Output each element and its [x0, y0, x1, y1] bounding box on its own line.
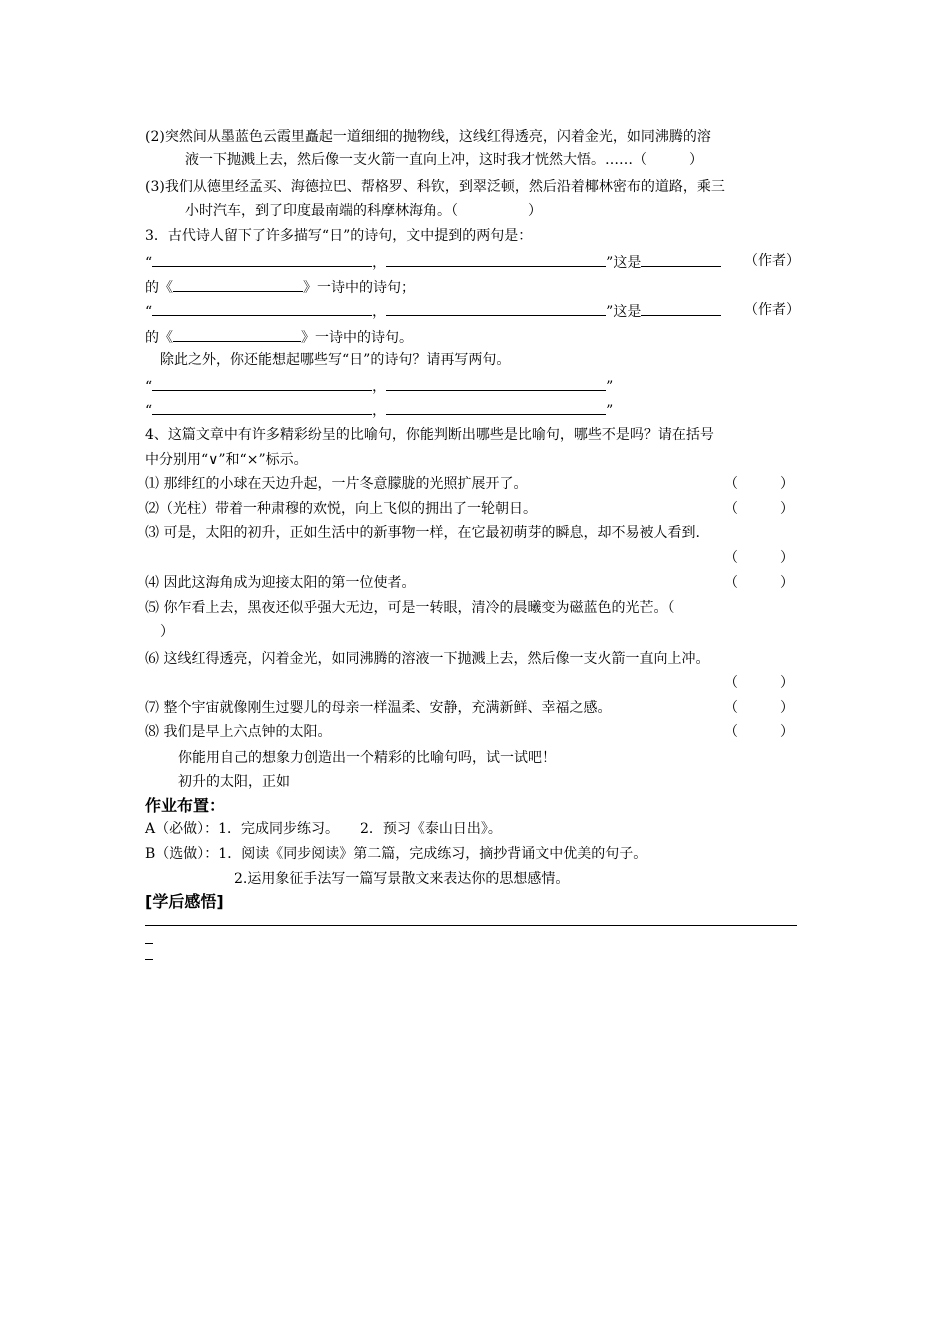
q4-sentence-5-line2[interactable]: ）: [160, 624, 174, 640]
author-blank-2[interactable]: [641, 300, 721, 316]
q2-item2-line1: (2)突然间从墨蓝色云霞里矗起一道细细的抛物线，这线红得透亮，闪着金光，如同沸腾的溶: [145, 129, 711, 145]
q4-answer-2[interactable]: （ ）: [724, 501, 794, 517]
q4-sentence-1: ⑴ 那绯红的小球在天边升起，一片冬意朦胧的光照扩展开了。: [145, 476, 528, 492]
q2-item2-line2: 液一下抛溅上去，然后像一支火箭一直向上冲，这时我才恍然大悟。……（ ）: [185, 152, 703, 168]
q4-sentence-2: ⑵（光柱）带着一种肃穆的欢悦，向上飞似的拥出了一轮朝日。: [145, 501, 537, 517]
homework-b-line1: B（选做）：1．阅读《同步阅读》第二篇，完成练习，摘抄背诵文中优美的句子。: [145, 846, 648, 862]
q2-item3-line1: (3)我们从德里经孟买、海德拉巴、帮格罗、科钦，到翠泛顿，然后沿着椰林密布的道路，乘三: [145, 179, 725, 195]
q4-sentence-8: ⑻ 我们是早上六点钟的太阳。: [145, 724, 332, 740]
poem-blank-1b[interactable]: [386, 251, 606, 267]
q4-sentence-7: ⑺ 整个宇宙就像刚生过婴儿的母亲一样温柔、安静，充满新鲜、幸福之感。: [145, 700, 612, 716]
author-note-1: （作者）: [744, 253, 800, 269]
homework-a-line: A（必做）：1．完成同步练习。 2．预习《泰山日出》。: [145, 821, 502, 837]
book-blank-2[interactable]: [173, 326, 301, 342]
extra-blank-2b[interactable]: [386, 399, 606, 415]
reflection-line[interactable]: [145, 925, 797, 926]
poem-blank-2a[interactable]: [152, 300, 372, 316]
q4-answer-4[interactable]: （ ）: [724, 575, 794, 591]
author-blank-1[interactable]: [641, 251, 721, 267]
q3-extra-line-1: “ ， ”: [145, 375, 613, 397]
book-blank-1[interactable]: [173, 276, 303, 292]
q3-more-prompt: 除此之外，你还能想起哪些写“日”的诗句？请再写两句。: [160, 352, 511, 368]
extra-blank-1b[interactable]: [386, 375, 606, 391]
q4-creative-prompt: 你能用自己的想象力创造出一个精彩的比喻句吗，试一试吧！: [178, 750, 556, 766]
q4-answer-8[interactable]: （ ）: [724, 724, 794, 740]
q3-poem-line-1: “ ， ”这是: [145, 251, 721, 273]
q3-book-line-1: 的《 》一诗中的诗句；: [145, 276, 415, 298]
q4-sentence-4: ⑷ 因此这海角成为迎接太阳的第一位使者。: [145, 575, 416, 591]
q4-answer-6[interactable]: （ ）: [724, 675, 794, 691]
q2-item3-line2: 小时汽车，到了印度最南端的科摩林海角。（ ）: [185, 203, 542, 219]
reflection-dash-1: [145, 943, 153, 944]
poem-blank-1a[interactable]: [152, 251, 372, 267]
q4-answer-7[interactable]: （ ）: [724, 700, 794, 716]
reflection-heading: [学后感悟]: [145, 892, 224, 911]
q4-title-line1: 4、这篇文章中有许多精彩纷呈的比喻句，你能判断出哪些是比喻句，哪些不是吗？请在括号: [145, 427, 714, 443]
q3-extra-line-2: “ ， ”: [145, 399, 613, 421]
poem-blank-2b[interactable]: [386, 300, 606, 316]
reflection-dash-2: [145, 959, 153, 960]
q4-sentence-6: ⑹ 这线红得透亮，闪着金光，如同沸腾的溶液一下抛溅上去，然后像一支火箭一直向上冲。: [145, 651, 710, 667]
q4-answer-3[interactable]: （ ）: [724, 550, 794, 566]
q4-creative-start: 初升的太阳，正如: [178, 774, 290, 790]
author-note-2: （作者）: [744, 302, 800, 318]
extra-blank-1a[interactable]: [152, 375, 372, 391]
q4-answer-1[interactable]: （ ）: [724, 476, 794, 492]
q4-sentence-3: ⑶ 可是，太阳的初升，正如生活中的新事物一样，在它最初萌芽的瞬息，却不易被人看到.: [145, 525, 700, 541]
q4-sentence-5-line1: ⑸ 你乍看上去，黑夜还似乎强大无边，可是一转眼，清冷的晨曦变为磁蓝色的光芒。（: [145, 600, 675, 616]
homework-heading: 作业布置：: [145, 796, 226, 815]
q3-title: 3．古代诗人留下了许多描写“日”的诗句，文中提到的两句是：: [145, 228, 533, 244]
q4-title-line2: 中分别用“∨”和“×”标示。: [145, 452, 308, 468]
q3-book-line-2: 的《 》一诗中的诗句。: [145, 326, 413, 348]
homework-b-line2: 2.运用象征手法写一篇写景散文来表达你的思想感情。: [234, 871, 570, 887]
extra-blank-2a[interactable]: [152, 399, 372, 415]
q3-poem-line-2: “ ， ”这是: [145, 300, 721, 322]
